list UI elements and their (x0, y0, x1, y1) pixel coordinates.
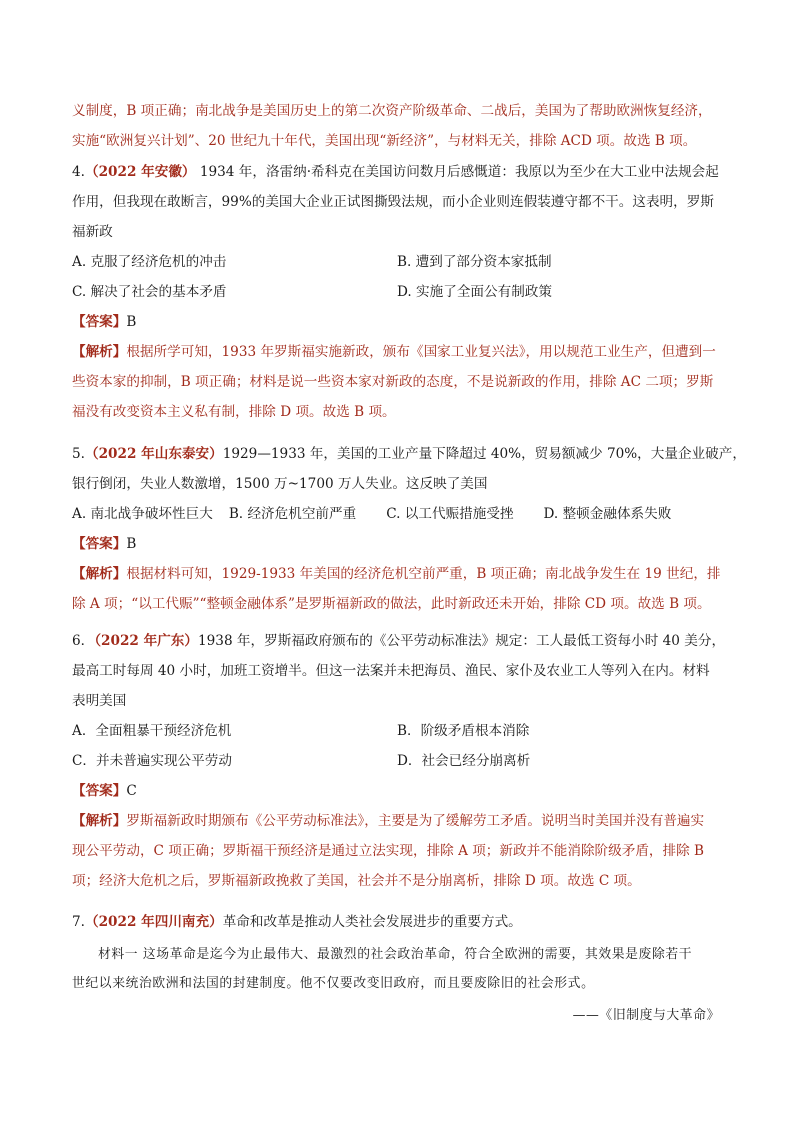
q6-analysis-line-2: 现公平劳动，C 项正确；罗斯福干预经济是通过立法实现，排除 A 项；新政并不能消除阶级矛盾，排除 B (72, 843, 705, 859)
q7-number: 7. (72, 914, 85, 930)
q6-options-row-1 (72, 716, 722, 746)
q5-stem-line-1: 5.（2022 年山东泰安）1929—1933 年，美国的工业产量下降超过 40%，贸易额减少 70%，大量企业破产， (72, 446, 746, 462)
q6-analysis-line-1: 【解析】罗斯福新政时期颁布《公平劳动标准法》，主要是为了缓解劳工矛盾。说明当时美国并没有普遍实 (72, 813, 705, 829)
q6-option-a[interactable]: A．全面粗暴干预经济危机 (72, 723, 232, 739)
intro-line-2: 实施“欧洲复兴计划”、20 世纪九十年代，美国出现“新经济”，与材料无关，排除 ACD 项。故选 B 项。 (72, 133, 697, 149)
q4-stem-line-1: 4.（2022 年安徽） 1934 年，洛雷纳·希科克在美国访问数月后感慨道：我原以为至少在大工业中法规会起 (72, 164, 719, 180)
q4-stem-line-2: 作用，但我现在敢断言，99%的美国大企业正试图撕毁法规，而小企业则连假装遵守都不干。这表明，罗斯 (72, 194, 714, 210)
q4-option-a[interactable]: A. 克服了经济危机的冲击 (72, 254, 227, 270)
q4-analysis-line-2: 些资本家的抑制，B 项正确；材料是说一些资本家对新政的态度，不是说新政的作用，排除 AC 二项；罗斯 (72, 374, 714, 390)
q5-option-a[interactable]: A. 南北战争破坏性巨大 (72, 506, 213, 522)
q7-material-source: ——《旧制度与大革命》 (572, 1008, 720, 1023)
q4-number: 4. (72, 164, 85, 180)
q7-source: （2022 年四川南充） (84, 914, 223, 930)
q6-number: 6． (72, 633, 95, 649)
q7-material-line-1: 材料一 这场革命是迄今为止最伟大、最激烈的社会政治革命，符合全欧洲的需要，其效果是废除若干 (98, 947, 693, 962)
q5-analysis-line-2: 除 A 项；“以工代赈”“整顿金融体系”是罗斯福新政的做法，此时新政还未开始，排除 CD 项。故选 B 项。 (72, 596, 711, 612)
question-6 (72, 626, 726, 896)
q6-stem-line-1: 6．（2022 年广东）1938 年，罗斯福政府颁布的《公平劳动标准法》规定：工人最低工资每小时 40 美分， (72, 633, 726, 649)
q4-option-c[interactable]: C. 解决了社会的基本矛盾 (72, 284, 227, 300)
q4-option-d[interactable]: D. 实施了全面公有制政策 (397, 284, 552, 300)
q4-source: （2022 年安徽） (84, 164, 196, 180)
q5-option-b[interactable]: B. 经济危机空前严重 (228, 506, 357, 522)
intro-section (72, 96, 722, 156)
q6-stem-line-2: 最高工时每周 40 小时，加班工资增半。但这一法案并未把海员、渔民、家仆及农业工人等列入在内。材料 (72, 663, 710, 679)
q5-source: （2022 年山东泰安） (84, 446, 223, 462)
q6-option-c[interactable]: C．并未普遍实现公平劳动 (72, 753, 232, 769)
q6-options-row-2 (72, 746, 722, 776)
q4-options-row-2 (72, 277, 722, 307)
q4-analysis-line-3: 福没有改变资本主义私有制，排除 D 项。故选 B 项。 (72, 404, 396, 420)
q7-material-line-2: 世纪以来统治欧洲和法国的封建制度。他不仅要改变旧政府，而且要废除旧的社会形式。 (72, 976, 595, 991)
q6-option-b[interactable]: B．阶级矛盾根本消除 (397, 723, 530, 739)
question-5 (72, 439, 746, 619)
q4-options-row-1 (72, 247, 722, 277)
q4-analysis-line-1: 【解析】根据所学可知，1933 年罗斯福实施新政，颁布《国家工业复兴法》，用以规范工业生产，但遭到一 (72, 344, 716, 360)
intro-line-1: 义制度，B 项正确；南北战争是美国历史上的第二次资产阶级革命、二战后，美国为了帮助欧洲恢复经济， (72, 103, 712, 119)
q4-option-b[interactable]: B. 遭到了部分资本家抵制 (397, 254, 552, 270)
q6-source: （2022 年广东） (94, 633, 198, 649)
q7-material-one (72, 940, 722, 998)
q6-answer: 【答案】C (72, 783, 137, 799)
q6-stem-line-3: 表明美国 (72, 693, 127, 709)
q5-stem-line-2: 银行倒闭，失业人数激增，1500 万~1700 万人失业。这反映了美国 (72, 476, 488, 492)
q6-option-d[interactable]: D．社会已经分崩离析 (397, 753, 531, 769)
q7-stem-line: 7.（2022 年四川南充）革命和改革是推动人类社会发展进步的重要方式。 (72, 914, 522, 930)
q5-option-d[interactable]: D. 整顿金融体系失败 (543, 506, 672, 522)
q4-answer: 【答案】B (72, 314, 137, 330)
q5-answer: 【答案】B (72, 536, 137, 552)
q6-analysis-line-3: 项；经济大危机之后，罗斯福新政挽救了美国，社会并不是分崩离析，排除 D 项。故选 C 项。 (72, 873, 641, 889)
q4-stem-line-3: 福新政 (72, 224, 113, 240)
q5-options-row (72, 499, 722, 529)
q5-option-c[interactable]: C. 以工代赈措施受挫 (386, 506, 514, 522)
question-4 (72, 157, 722, 427)
q5-analysis-line-1: 【解析】根据材料可知，1929-1933 年美国的经济危机空前严重，B 项正确；南北战争发生在 19 世纪，排 (72, 566, 721, 582)
question-7 (72, 907, 722, 937)
q5-number: 5. (72, 446, 85, 462)
